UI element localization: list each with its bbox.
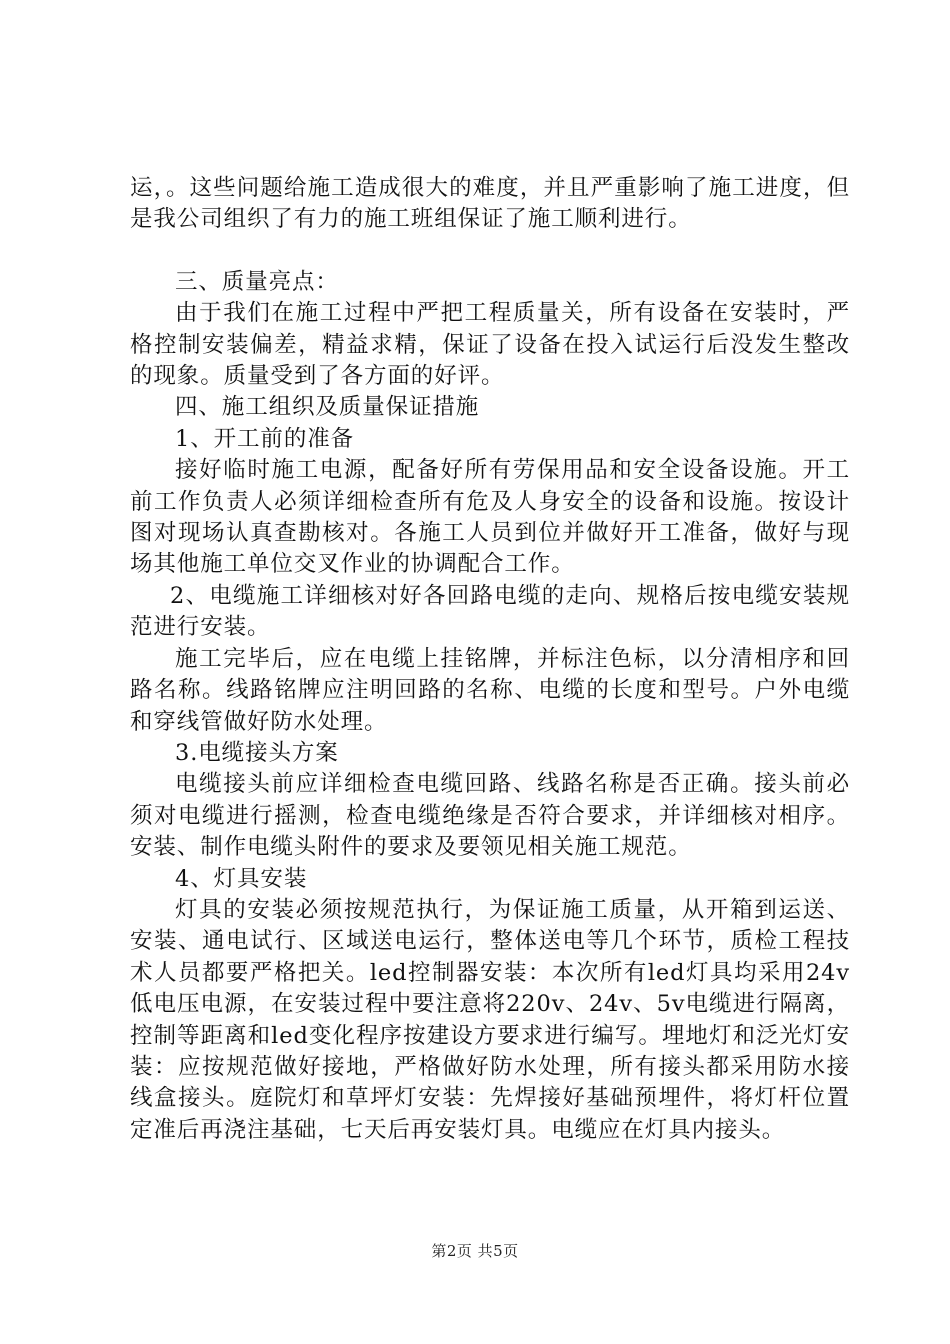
- document-body: [130, 173, 850, 1146]
- page-number-footer: 第2页 共5页: [431, 1242, 519, 1260]
- paragraph-quality: 由于我们在施工过程中严把工程质量关，所有设备在安装时，严格控制安装偏差，精益求精，保证了设备在投入试运行后没发生整改的现象。质量受到了各方面的好评。: [130, 300, 850, 390]
- section-heading-quality-highlights: 三、质量亮点：: [175, 268, 339, 295]
- subheading-preparation: 1、开工前的准备: [175, 425, 355, 452]
- paragraph-preparation: 接好临时施工电源，配备好所有劳保用品和安全设备设施。开工前工作负责人必须详细检查所有危及人身安全的设备和设施。按设计图对现场认真查勘核对。各施工人员到位并做好开工准备，做好与现场其他施工单位交叉作业的协调配合工作。: [130, 457, 850, 578]
- subheading-cable-joint: 3.电缆接头方案: [175, 739, 339, 766]
- subheading-lamp-installation: 4、灯具安装: [175, 865, 308, 892]
- paragraph-cable-labeling: 施工完毕后，应在电缆上挂铭牌，并标注色标，以分清相序和回路名称。线路铭牌应注明回路的名称、电缆的长度和型号。户外电缆和穿线管做好防水处理。: [130, 645, 850, 735]
- paragraph-cable-joint: 电缆接头前应详细检查电缆回路、线路名称是否正确。接头前必须对电缆进行摇测，检查电缆绝缘是否符合要求，并详细核对相序。安装、制作电缆头附件的要求及要领见相关施工规范。: [130, 771, 850, 861]
- paragraph-continuation: 运，。这些问题给施工造成很大的难度，并且严重影响了施工进度，但是我公司组织了有力的施工班组保证了施工顺利进行。: [130, 175, 850, 233]
- section-heading-construction-organization: 四、施工组织及质量保证措施: [175, 394, 480, 421]
- paragraph-cable-construction: 2、电缆施工详细核对好各回路电缆的走向、规格后按电缆安装规范进行安装。: [130, 582, 850, 641]
- paragraph-spacer: [130, 236, 850, 267]
- paragraph-lamp-installation: 灯具的安装必须按规范执行，为保证施工质量，从开箱到运送、安装、通电试行、区域送电运行，整体送电等几个环节，质检工程技术人员都要严格把关。led控制器安装：本次所有led灯具均采用24v低电压电源，在安装过程中要注意将220v、24v、5v电缆进行隔离，控制等距离和led变化程序按建设方要求进行编写。埋地灯和泛光灯安装：应按规范做好接地，严格做好防水处理，所有接头都采用防水接线盒接头。庭院灯和草坪灯安装：先焊接好基础预埋件，将灯杆位置定准后再浇注基础，七天后再安装灯具。电缆应在灯具内接头。: [130, 896, 850, 1143]
